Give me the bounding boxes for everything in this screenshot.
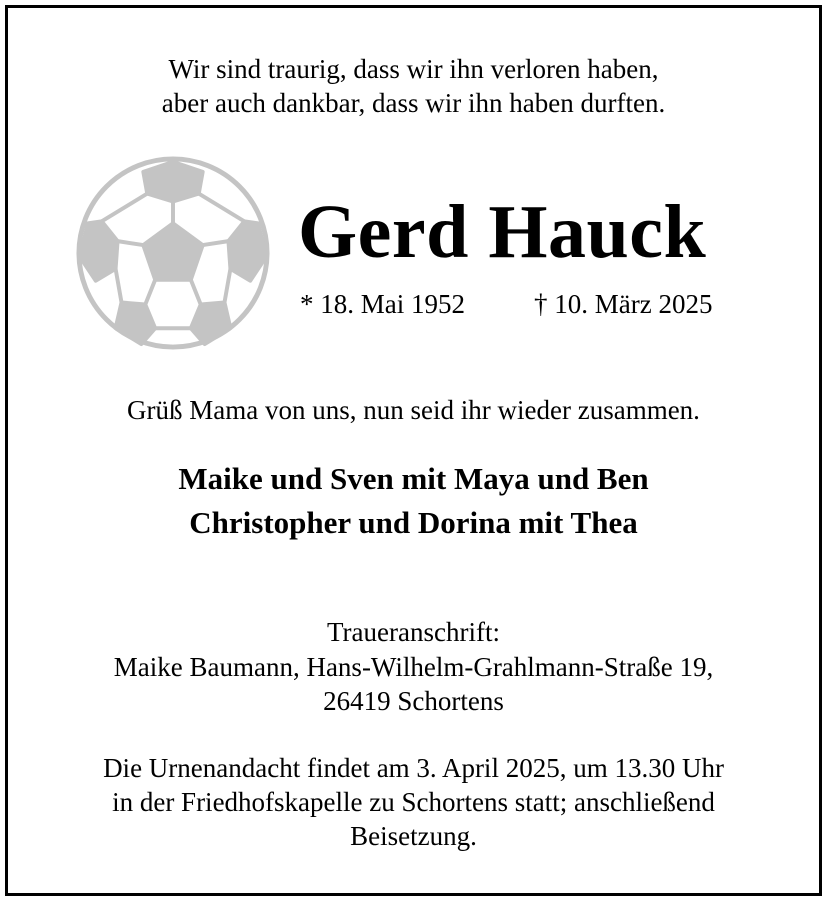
address-label: Traueranschrift: xyxy=(327,617,500,647)
service-line-3: Beisetzung. xyxy=(350,821,477,851)
motto-line-2: aber auch dankbar, dass wir ihn haben durften. xyxy=(161,88,666,118)
deceased-name: Gerd Hauck xyxy=(298,190,707,274)
family-line-2: Christopher und Dorina mit Thea xyxy=(189,505,638,540)
greeting-text: Grüß Mama von uns, nun seid ihr wieder zusammen. xyxy=(127,395,700,425)
soccer-ball-icon xyxy=(74,154,272,352)
birth-date: * 18. Mai 1952 xyxy=(300,289,465,319)
service-line-2: in der Friedhofskapelle zu Schortens statt; anschließend xyxy=(112,787,715,817)
address-line-2: 26419 Schortens xyxy=(323,686,504,716)
family-line-1: Maike und Sven mit Maya und Ben xyxy=(178,461,649,496)
motto-line-1: Wir sind traurig, dass wir ihn verloren haben, xyxy=(168,54,659,84)
service-line-1: Die Urnenandacht findet am 3. April 2025, um 13.30 Uhr xyxy=(103,753,724,783)
address-line-1: Maike Baumann, Hans-Wilhelm-Grahlmann-Straße 19, xyxy=(113,652,714,682)
death-date: † 10. März 2025 xyxy=(534,289,713,319)
